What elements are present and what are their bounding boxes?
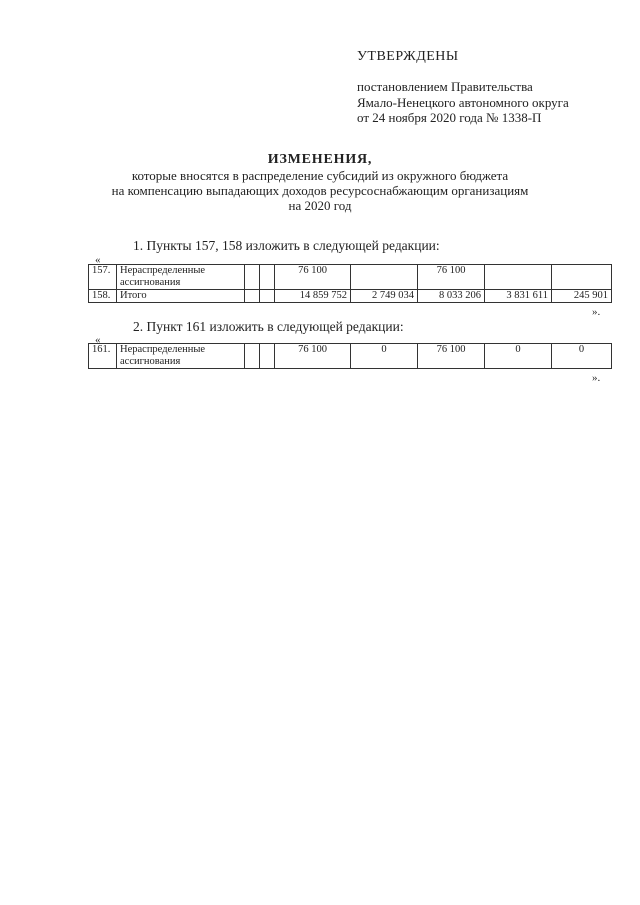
- cell-value: [351, 265, 418, 290]
- section-2-table: [88, 343, 612, 369]
- approval-line-1: постановлением Правительства: [357, 79, 533, 94]
- section-1-close-quote: ».: [592, 306, 601, 318]
- heading-line-3: на 2020 год: [288, 198, 352, 213]
- cell-value: 0: [351, 344, 418, 369]
- cell-value: 0: [552, 344, 612, 369]
- section-1-title: 1. Пункты 157, 158 изложить в следующей редакции:: [133, 238, 440, 253]
- table-row: [89, 265, 612, 290]
- section-2-title: 2. Пункт 161 изложить в следующей редакции:: [133, 319, 404, 334]
- table-row: [89, 344, 612, 369]
- cell-value: 76 100: [275, 344, 351, 369]
- cell-value: 14 859 752: [275, 290, 351, 303]
- row-name: Нераспределенные ассигнования: [117, 344, 245, 369]
- heading-line-2: на компенсацию выпадающих доходов ресурсоснабжающим организациям: [111, 183, 529, 198]
- row-name: Нераспределенные ассигнования: [117, 265, 245, 290]
- document-title: ИЗМЕНЕНИЯ,: [267, 152, 373, 167]
- section-2-open-quote: «: [95, 334, 101, 346]
- cell-value: 76 100: [418, 265, 485, 290]
- empty-cell: [260, 265, 275, 290]
- empty-cell: [260, 344, 275, 369]
- empty-cell: [245, 290, 260, 303]
- empty-cell: [245, 344, 260, 369]
- cell-value: [552, 265, 612, 290]
- heading-line-1: которые вносятся в распределение субсидий из окружного бюджета: [131, 168, 509, 183]
- table-row: [89, 290, 612, 303]
- row-name: Итого: [117, 290, 245, 303]
- cell-value: 2 749 034: [351, 290, 418, 303]
- empty-cell: [245, 265, 260, 290]
- cell-value: 76 100: [418, 344, 485, 369]
- section-1-table: [88, 264, 612, 303]
- cell-value: 0: [485, 344, 552, 369]
- section-2-close-quote: ».: [592, 372, 601, 384]
- cell-value: [485, 265, 552, 290]
- row-number: 161.: [89, 344, 117, 369]
- empty-cell: [260, 290, 275, 303]
- cell-value: 8 033 206: [418, 290, 485, 303]
- row-number: 158.: [89, 290, 117, 303]
- cell-value: 245 901: [552, 290, 612, 303]
- cell-value: 3 831 611: [485, 290, 552, 303]
- approval-line-2: Ямало-Ненецкого автономного округа: [357, 95, 569, 110]
- row-number: 157.: [89, 265, 117, 290]
- approval-title: УТВЕРЖДЕНЫ: [357, 49, 459, 64]
- section-1-open-quote: «: [95, 254, 101, 266]
- cell-value: 76 100: [275, 265, 351, 290]
- approval-line-3: от 24 ноября 2020 года № 1338-П: [357, 110, 542, 125]
